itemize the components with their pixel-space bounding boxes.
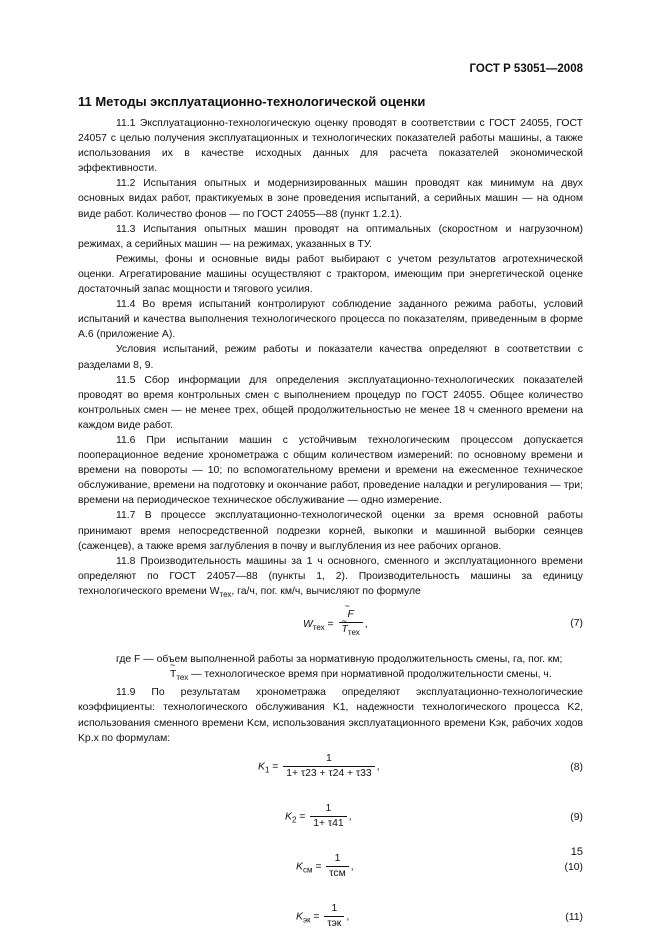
where-f: где F — объем выполненной работы за нормативную продолжительность смены, га, пог. км;: [116, 654, 563, 666]
paragraph-11-3b: Режимы, фоны и основные виды работ выбирают с учетом результатов агротехнической оценки. Агрегатирование машины осуществляют с трактором, имеющим при энергетической оценке достаточный запас мощности и тягового усилия.: [78, 253, 583, 296]
equation-number: (9): [570, 811, 583, 823]
equation-number: (11): [565, 911, 583, 923]
fraction: ~ F ~ $T_{тех}$: [339, 608, 363, 640]
formula-8: $K_1$ = $\frac{1}{1+ \tau 23 + \tau 24 + \tau 33}$ , (8): [258, 752, 583, 779]
where-t: ~ $T_{тех}$ — технологическое время при нормативной продолжительности смены, ч.: [78, 667, 583, 685]
paragraph-11-7: 11.7 В процессе эксплуатационно-технологической оценки за время основной работы принимают время непосредственной подрезки корней, выкопки и машинной выборки сеянцев (саженцев), а также время заглубления в почву и выглубления из нее рабочих органов.: [78, 510, 583, 552]
formula-10: $K_{см}$ = $\frac{1}{\text{τсм}}$ , (10): [296, 852, 583, 879]
paragraph-11-2: 11.2 Испытания опытных и модернизированных машин проводят как минимум на двух основных видах работ, практикуемых в зоне проведения испытаний, а серийных машин — на одном виде работ. Количество фонов — по ГОСТ 24055—88 (пункт 1.2.1).: [78, 178, 583, 220]
paragraph-11-5: 11.5 Сбор информации для определения эксплуатационно-технологических показателей проводят во время контрольных смен с выполнением процедур по ГОСТ 24055. Общее количество контрольных смен — не менее трех, общей продолжительностью не менее 18 ч сменного времени на каждом виде работ.: [78, 374, 583, 431]
section-title: 11 Методы эксплуатационно-технологической оценки: [78, 94, 426, 109]
paragraph-11-6: 11.6 При испытании машин с устойчивым технологическим процессом допускается пооперационное ведение хронометража с общим количеством измерений: по основному времени и времени на повороты — 10; по вспомогательному времени и времени на ежесменное техническое обслуживание, времени на подготовку и окончание работ, проведение наладки и регулирования — три; времени на периодическое техническое обслуживание — одно измерение.: [78, 434, 583, 507]
formula-7: $W_{тех}$ = ~ F ~ $T_{тех}$ , (7): [78, 602, 583, 652]
paragraph-11-8: 11.8 Производительность машины за 1 ч основного, сменного и эксплуатационного времени определяют по ГОСТ 24057—88 (пункты 1, 2). Производительность машины за единицу технологического времени $W_{тех}$, га/ч, пог. км/ч, вычисляют по формуле: [78, 555, 583, 599]
page-number: 15: [570, 846, 583, 858]
paragraph-11-1: 11.1 Эксплуатационно-технологическую оценку проводят в соответствии с ГОСТ 24055, ГОСТ 24057 с целью получения эксплуатационных и технологических показателей работы машины, а также использования их в качестве исходных данных для расчета показателей экономической эффективности.: [78, 118, 583, 175]
paragraph-11-4: 11.4 Во время испытаний контролируют соблюдение заданного режима работы, условий испытаний и качества выполнения технологического процесса по показателям, приведенным в форме А.6 (приложение А).: [78, 299, 583, 341]
paragraph-11-3: 11.3 Испытания опытных машин проводят на оптимальных (скоростном и нагрузочном) режимах, а серийных машин — на режимах, указанных в ТУ.: [78, 223, 583, 250]
document-code: ГОСТ Р 53051—2008: [469, 63, 583, 75]
equation-number: (7): [570, 618, 583, 630]
equation-number: (10): [564, 861, 583, 873]
equation-number: (8): [570, 761, 583, 773]
paragraph-11-9: 11.9 По результатам хронометража определяют эксплуатационно-технологические коэффициенты: технологического обслуживания K1, надежности технологического процесса K2, использования сменного времени Kсм, использования эксплуатационного времени Kэк, рабочих ходов Kр.х по формулам:: [78, 687, 583, 744]
paragraph-11-4b: Условия испытаний, режим работы и показатели качества определяют в соответствии с разделами 8, 9.: [78, 344, 583, 371]
formula-9: $K_2$ = $\frac{1}{1+ \tau 41}$ , (9): [285, 802, 583, 829]
body-text: [78, 116, 583, 946]
formula-11: $K_{эк}$ = $\frac{1}{\text{τэк}}$ , (11): [296, 902, 583, 929]
